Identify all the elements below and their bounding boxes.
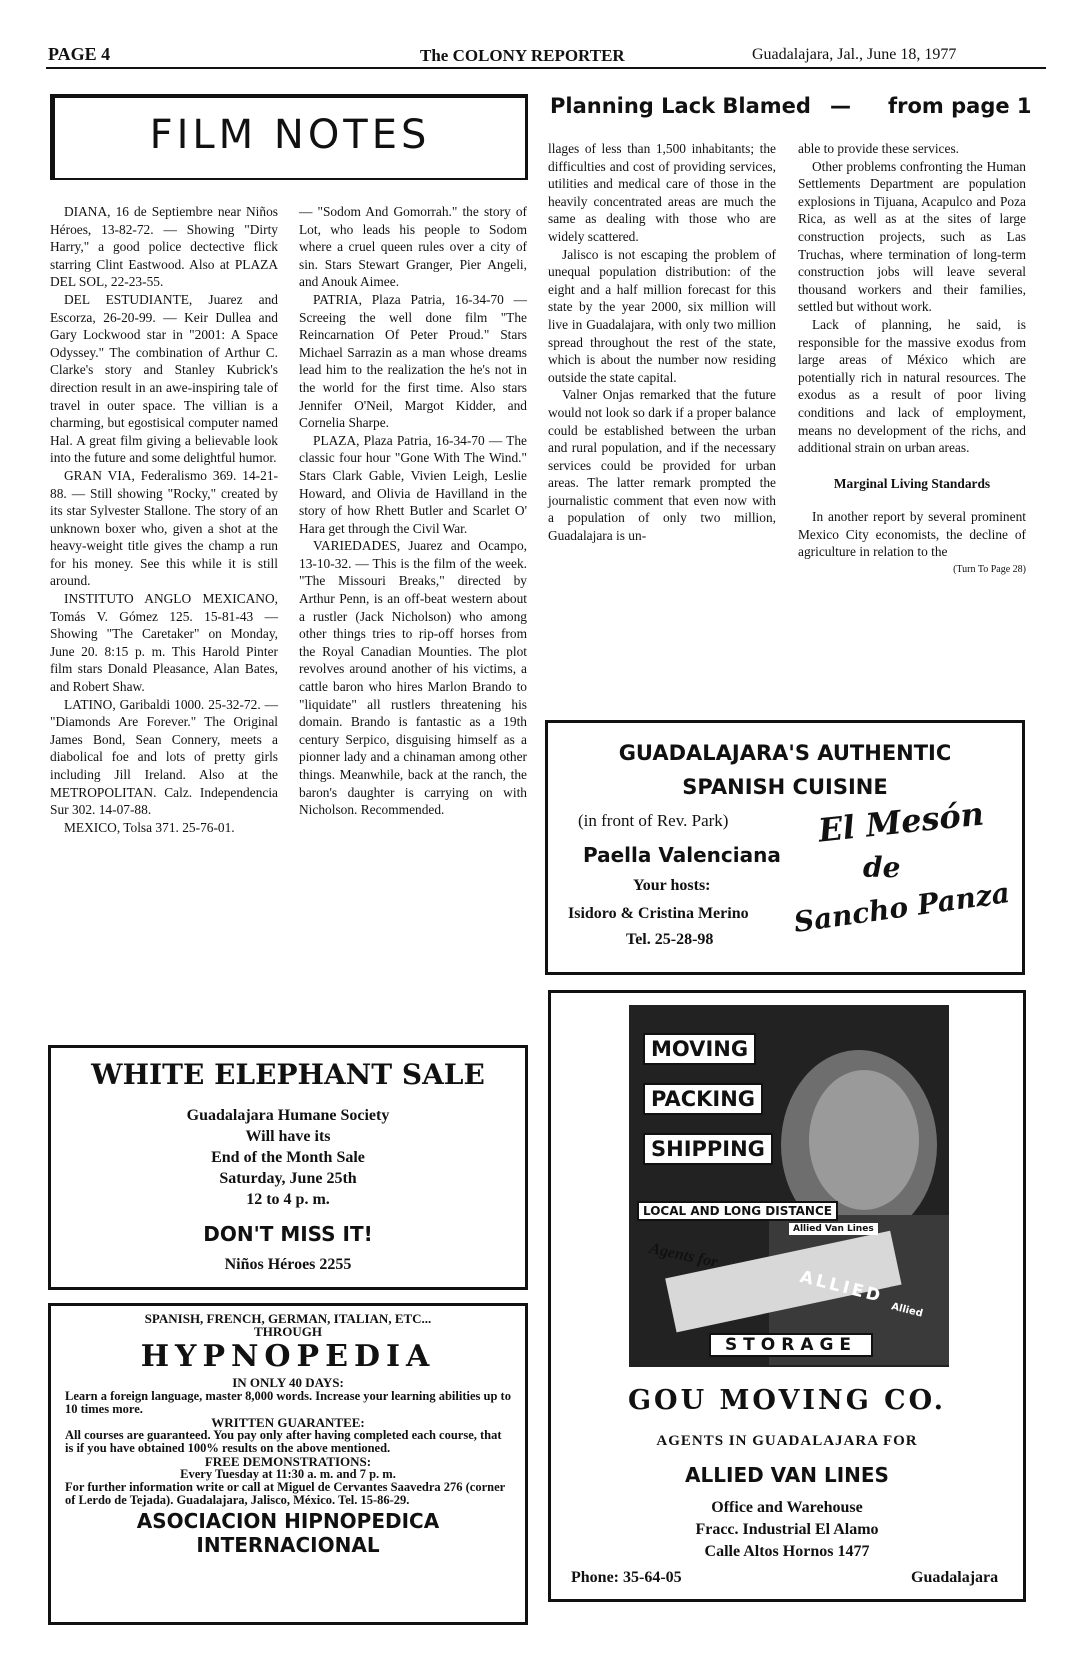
header-rule [46, 67, 1046, 69]
phone-line: Phone: 35-64-05 [571, 1569, 682, 1586]
elephant-org: Guadalajara Humane Society [186, 1107, 390, 1124]
film-entry-anglo: INSTITUTO ANGLO MEXICANO, Tomás V. Gómez 125. 15-81-43 — Showing "The Caretaker" on Monday, June 20. 8:15 p. m. This Harold Pinter film stars Donald Pleasance, Alan Bates, and Robert Shaw. [50, 591, 278, 695]
hypno-guarantee: All courses are guaranteed. You pay only after having completed each course, that is if you have obtained 100% results on the above mentioned. [65, 1428, 502, 1455]
film-entry-mexico: MEXICO, Tolsa 371. 25-76-01. [64, 819, 235, 835]
planning-subhead: Marginal Living Standards [833, 475, 991, 491]
hypno-demo-heading: FREE DEMONSTRATIONS: [204, 1454, 372, 1469]
meson-logo-line-2: de [863, 851, 901, 884]
shipping-label: SHIPPING [643, 1133, 773, 1165]
film-notes-column-1 [50, 203, 278, 836]
planning-column-1 [548, 140, 776, 545]
hypno-title: HYPNOPEDIA [140, 1339, 436, 1374]
film-entry-gran-via: GRAN VIA, Federalismo 369. 14-21-88. — Still showing "Rocky," created by its star Sylvester Stallone. The story of an unknown boxer who, given a shot at the heavy-weight title gives the champ a run for his money. See this while it is still around. [50, 467, 278, 589]
film-entry-diana: DIANA, 16 de Septiembre near Niños Héroes, 13-82-72. — Showing "Dirty Harry," a good police dectective flick starring Clint Eastwood. Also at PLAZA DEL SOL, 22-23-55. [50, 204, 278, 290]
hypno-guarantee-heading: WRITTEN GUARANTEE: [211, 1415, 365, 1430]
hypnopedia-ad [48, 1303, 528, 1625]
meson-tel: Tel. 25-28-98 [626, 931, 714, 948]
film-notes-masthead [50, 94, 528, 180]
film-entry-variedades: VARIEDADES, Juarez and Ocampo, 13-10-32. — This is the film of the week. "The Missouri Breaks," directed by Arthur Penn, is an off-beat western about a rustler (Jack Nicholson) who among other things tries to rip-off horses from the Royal Canadian Mounties. The plot revolves around another of his victims, a cattle baron who hires Marlon Brando to "liquidate" all rustlers threatening his domain. Brando is fantastic as a 19th century Serpico, disguising himself as a pionner lady and a chinaman among other things. Meanwhile, back at the ranch, the baron's daughter is carrying on with Nicholson. Recommended. [299, 538, 527, 818]
gou-company-name: GOU MOVING CO. [628, 1385, 946, 1416]
allied-photo [629, 1005, 949, 1367]
film-entry-plaza: PLAZA, Plaza Patria, 16-34-70 — The classic four hour "Gone With The Wind." Stars Clark Gable, Vivien Leigh, Leslie Howard, and Olivia de Havilland in the story of how Rhett Butler and Scarlet O' Hara get through the Civil War. [299, 432, 527, 536]
office-line: Office and Warehouse [711, 1499, 863, 1516]
planning-headline: Planning Lack Blamed [550, 94, 811, 118]
planning-para-3: Valner Onjas remarked that the future would not look so dark if a proper balance could be established between the urban and rural population, and if the necessary services could be provided for urban areas. The latter remark prompted the journalistic comment that even now with a population of only two million, Guadalajara is un- [548, 387, 776, 544]
agents-line: AGENTS IN GUADALAJARA FOR [656, 1433, 918, 1449]
hypno-days: IN ONLY 40 DAYS: [232, 1375, 344, 1390]
hypno-top: SPANISH, FRENCH, GERMAN, ITALIAN, ETC... [144, 1311, 432, 1326]
calle-line: Calle Altos Hornos 1477 [704, 1543, 870, 1560]
allied-truck-logo: ALLIED [797, 1267, 886, 1307]
elephant-cta: DON'T MISS IT! [203, 1222, 373, 1246]
meson-hosts: Isidoro & Cristina Merino [568, 905, 749, 922]
meson-line-2: SPANISH CUISINE [682, 775, 888, 799]
hypno-org-1: ASOCIACION HIPNOPEDICA [136, 1509, 440, 1533]
dateline: Guadalajara, Jal., June 18, 1977 [752, 46, 957, 63]
allied-small-logo: Allied [890, 1301, 924, 1320]
elephant-title: WHITE ELEPHANT SALE [91, 1058, 485, 1091]
distance-label: LOCAL AND LONG DISTANCE [637, 1201, 838, 1221]
film-entry-estudiante: DEL ESTUDIANTE, Juarez and Escorza, 26-20-99. — Keir Dullea and Gary Lockwood star in "2001: A Space Odyssey." The combination of Arthur C. Clarke's story and Stanley Kubrick's direction result in an awe-inspiring tale of travel in outer space. The villian is a charming, but egostisical computer named Hal. A great film giving a believable look into the future and some delightful humor. [50, 291, 278, 466]
agents-for-label: Agents for [648, 1240, 720, 1271]
planning-para-1: llages of less than 1,500 inhabitants; the difficulties and cost of providing services, utilities and medical care of those in the heavily concentrated areas are much the same as dealing with those who are widely scattered. [548, 141, 776, 244]
meson-dish: Paella Valenciana [583, 843, 781, 867]
planning-para-2: Jalisco is not escaping the problem of unequal population distribution: of the eight and a half million forecast for this state by the year 2000, six million will live in Guadalajara, with only two million spread throughout the rest of the state, which is about the number now residing outside the state capital. [548, 246, 776, 385]
page-number: PAGE 4 [48, 44, 111, 64]
gou-moving-ad [548, 990, 1026, 1602]
film-entry-patria: PATRIA, Plaza Patria, 16-34-70 — Screeing the well done film "The Reincarnation Of Peter Proud." Stars Michael Sarrazin as a man whose dreams lead him to the realization the he's not in the world for the first time. Also stars Jennifer O'Neil, Margot Kidder, and Cornelia Sharpe. [299, 291, 527, 431]
moving-label: MOVING [643, 1033, 756, 1065]
meson-hosts-label: Your hosts: [633, 877, 711, 894]
elephant-line-2: End of the Month Sale [211, 1149, 365, 1166]
planning-para-6: Lack of planning, he said, is responsible for the massive exodus from large areas of México which are potentially rich in natural resources. The exodus as a result of poor living conditions and lack of employment, means no development of the richs, and additional strain on urban areas. [798, 316, 1026, 456]
meson-location: (in front of Rev. Park) [578, 811, 729, 830]
meson-logo-line-1: El Mesón [816, 794, 986, 850]
meson-ad [545, 720, 1025, 975]
hypno-demo: Every Tuesday at 11:30 a. m. and 7 p. m. [180, 1467, 396, 1481]
elephant-line-1: Will have its [245, 1128, 331, 1145]
planning-para-7: In another report by several prominent Mexico City economists, the decline of agriculture in relation to the [798, 509, 1026, 560]
elephant-line-3: Saturday, June 25th [219, 1170, 357, 1187]
film-notes-title: FILM NOTES [149, 112, 431, 158]
from-page-label: from page 1 [888, 94, 1032, 118]
paper-name: The COLONY REPORTER [420, 46, 625, 65]
planning-para-5: Other problems confronting the Human Settlements Department are population explosions in Tijuana, Acapulco and Poza Rica, as well as at the sites of large construction projects, such as Las Truchas, where termination of long-term construction jobs will leave several thousand workers and their families, settled but without work. [798, 158, 1026, 315]
white-elephant-ad [48, 1045, 528, 1290]
film-entry-latino: LATINO, Garibaldi 1000. 25-32-72. — "Diamonds Are Forever." The Original James Bond, Sean Connery, meets a diabolical foe and lots of pretty girls including Jill Ireland. Also at the METROPOLITAN. Calz. Independencia Sur 302. 14-07-88. [50, 696, 278, 818]
meson-logo-line-3: Sancho Panza [791, 876, 1012, 939]
film-notes-column-2 [299, 203, 527, 819]
hypno-info: For further information write or call at Miguel de Cervantes Saavedra 276 (corner of Lerdo de Tejada). Guadalajara, Jalisco, México. Tel. 15-86-29. [65, 1480, 505, 1507]
jump-line: (Turn To Page 28) [953, 564, 1026, 576]
film-entry-sodom: — "Sodom And Gomorrah." the story of Lot, who leads his people to Sodom where a cruel queen rules over a city of sin. Stars Stewart Granger, Pier Angeli, and Anouk Aimee. [299, 204, 527, 290]
planning-para-4: able to provide these services. [798, 141, 960, 156]
allied-van-lines-heading: ALLIED VAN LINES [685, 1463, 889, 1487]
headline-dash: — [830, 94, 851, 118]
packing-label: PACKING [643, 1083, 763, 1115]
storage-label: STORAGE [709, 1333, 873, 1357]
hypno-learn: Learn a foreign language, master 8,000 words. Increase your learning abilities up to 10 times more. [65, 1389, 511, 1416]
meson-line-1: GUADALAJARA'S AUTHENTIC [618, 741, 952, 765]
fracc-line: Fracc. Industrial El Alamo [695, 1521, 879, 1538]
elephant-line-4: 12 to 4 p. m. [246, 1191, 330, 1208]
allied-van-lines-tag: Allied Van Lines [789, 1223, 878, 1235]
elephant-address: Niños Héroes 2255 [224, 1256, 352, 1273]
city-line: Guadalajara [911, 1569, 999, 1586]
planning-column-2 [798, 140, 1026, 579]
hypno-through: THROUGH [254, 1324, 322, 1339]
hypno-org-2: INTERNACIONAL [196, 1533, 380, 1557]
